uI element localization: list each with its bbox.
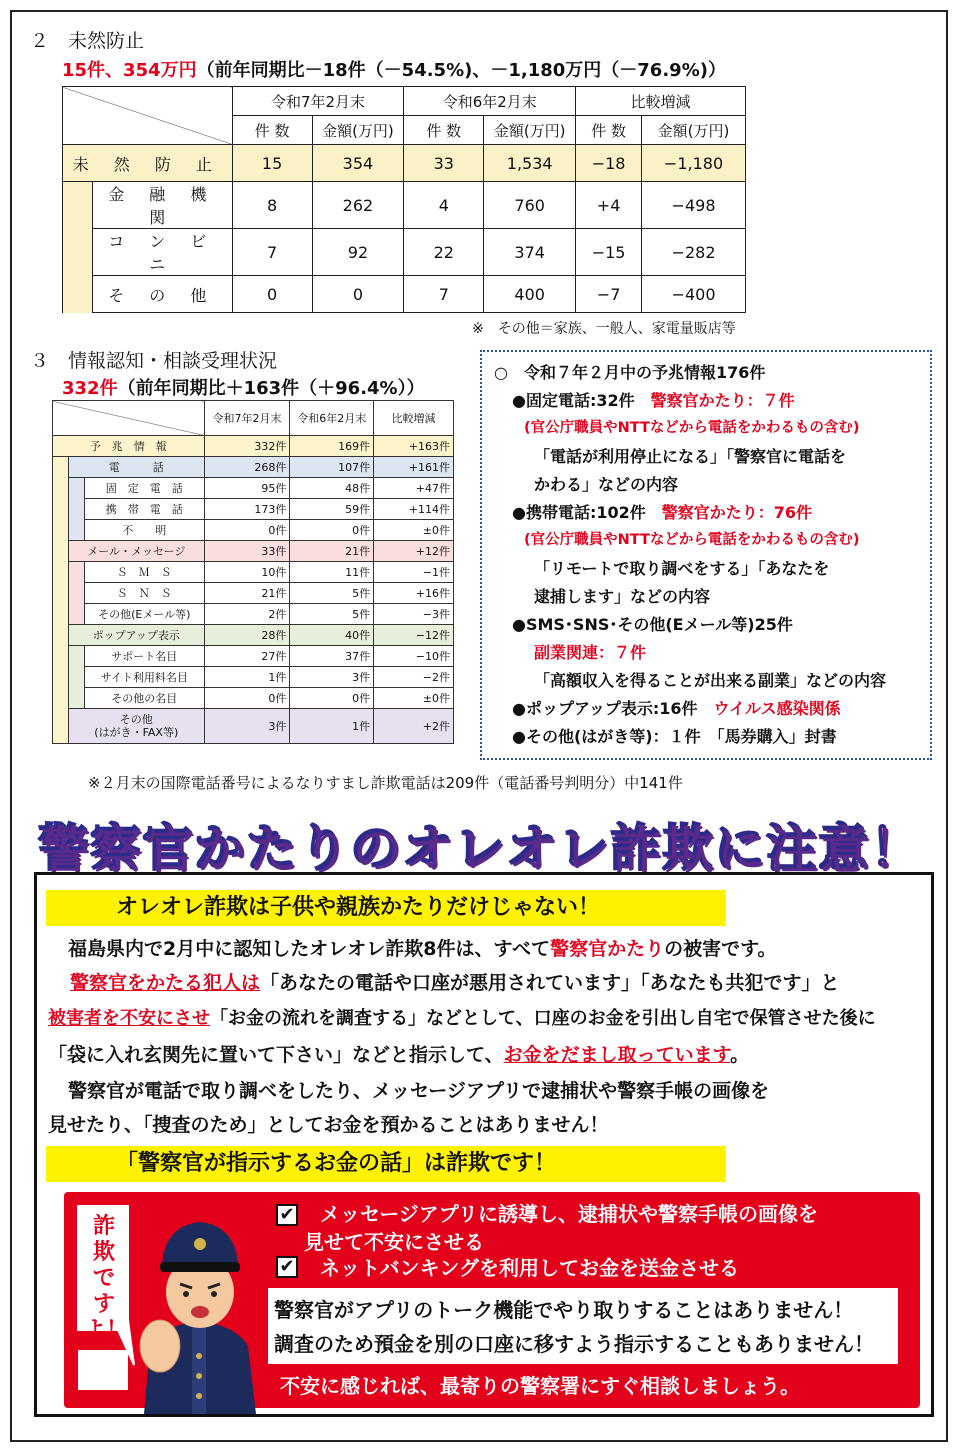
cell: 7: [232, 229, 312, 276]
cell: +2件: [374, 709, 454, 744]
table-row: [53, 688, 454, 709]
cell: 0件: [204, 688, 290, 709]
col-header: 令和7年2月末: [204, 401, 290, 436]
checkbox-icon: ✔: [276, 1256, 298, 1278]
row-label: Ｓ Ｍ Ｓ: [84, 562, 204, 583]
cell: 1,534: [484, 145, 576, 182]
cell: 22: [404, 229, 484, 276]
cell: 169件: [290, 436, 374, 457]
cell: 1件: [204, 667, 290, 688]
info-line-red: 警察官かたり：７件: [650, 391, 795, 410]
info-line: 「電話が利用停止になる」「警察官に電話を: [534, 447, 847, 466]
alert-paragraph: [68, 934, 777, 961]
statement-line: 警察官がアプリのトーク機能でやり取りすることはありません！: [274, 1298, 854, 1322]
table-row: [53, 541, 454, 562]
cell: −2件: [374, 667, 454, 688]
alert-paragraph: 警察官が電話で取り調べをしたり、メッセージアプリで逮捕状や警察手帳の画像を: [68, 1080, 770, 1102]
indent-band: [63, 182, 93, 313]
headline-bar-1: オレオレ詐欺は子供や親族かたりだけじゃない！: [46, 890, 726, 926]
cell: 400: [484, 276, 576, 313]
cell: 5件: [290, 604, 374, 625]
cell: 21件: [290, 541, 374, 562]
info-line-red: 副業関連：７件: [534, 643, 647, 662]
banner-text: 警察官かたりのオレオレ詐欺に注意！: [38, 819, 922, 877]
section3-title: ３ 情報認知・相談受理状況: [30, 350, 278, 372]
headline-bar-2: 「警察官が指示するお金の話」は詐欺です！: [46, 1146, 726, 1182]
table-row: [63, 182, 746, 229]
table-row: [53, 604, 454, 625]
indent-band: [68, 478, 84, 541]
row-label: Ｓ Ｎ Ｓ: [84, 583, 204, 604]
cell: 2件: [204, 604, 290, 625]
cell: 107件: [290, 457, 374, 478]
row-label: そ の 他: [92, 276, 232, 313]
cell: −7: [576, 276, 642, 313]
section3-summary-red: 332件: [62, 378, 118, 399]
info-line: 「リモートで取り調べをする」「あなたを: [534, 559, 830, 578]
text-part: 「お金の流れを調査する」などとして、口座のお金を引出し自宅で保管させた後に: [210, 1008, 876, 1029]
cell: 48件: [290, 478, 374, 499]
cell: 40件: [290, 625, 374, 646]
prevention-table: [62, 86, 746, 313]
speech-text: 詐欺ですよ！: [84, 1214, 129, 1343]
table-row: [53, 436, 454, 457]
info-line-part: ●ポップアップ表示:16件: [512, 699, 698, 718]
report-table: [52, 400, 454, 744]
col-header: 件 数: [232, 116, 312, 145]
row-label: 金 融 機 関: [92, 182, 232, 229]
cell: +161件: [374, 457, 454, 478]
cell: 4: [404, 182, 484, 229]
row-label: 予 兆 情 報: [53, 436, 205, 457]
checkbox-icon: ✔: [276, 1204, 298, 1226]
cell: 760: [484, 182, 576, 229]
banner-title: [0, 808, 960, 880]
cell: −282: [642, 229, 746, 276]
cell: 95件: [204, 478, 290, 499]
alert-paragraph: 見せたり、「捜査のため」としてお金を預かることはありません！: [48, 1114, 609, 1136]
info-line-red: 警察官かたり：76件: [661, 503, 813, 522]
cell: 3件: [290, 667, 374, 688]
section3-summary-rest: （前年同期比＋163件（＋96.4%））: [117, 378, 425, 399]
info-line: かわる」などの内容: [534, 475, 679, 494]
table-row: [53, 562, 454, 583]
table-row: [53, 709, 454, 744]
info-line-part: ●携帯電話:102件: [512, 503, 646, 522]
text-part: の被害です。: [664, 938, 777, 960]
row-label: 電 話: [68, 457, 204, 478]
cell: 0件: [290, 520, 374, 541]
table-row: [63, 276, 746, 313]
period-header: 令和7年2月末: [232, 87, 404, 116]
cell: ±0件: [374, 520, 454, 541]
cell: 332件: [204, 436, 290, 457]
section2-title: ２ 未然防止: [30, 30, 145, 52]
section2-summary-red: 15件、354万円: [62, 60, 197, 81]
col-header: 比較増減: [374, 401, 454, 436]
col-header: 金額(万円): [642, 116, 746, 145]
cell: 7: [404, 276, 484, 313]
cell: 8: [232, 182, 312, 229]
table-corner: [53, 401, 205, 436]
info-line-red: ウイルス感染関係: [713, 699, 841, 718]
info-line-note: (官公庁職員やNTTなどから電話をかわるもの含む): [524, 532, 860, 548]
check-item-1: メッセージアプリに誘導し、逮捕状や警察手帳の画像を: [320, 1202, 818, 1226]
info-line-note: (官公庁職員やNTTなどから電話をかわるもの含む): [524, 420, 860, 436]
col-header: 件 数: [404, 116, 484, 145]
cell: −1,180: [642, 145, 746, 182]
table-row: [53, 520, 454, 541]
row-label: 未 然 防 止: [63, 145, 233, 182]
col-header: 令和6年2月末: [290, 401, 374, 436]
table-row: [53, 457, 454, 478]
cell: 21件: [204, 583, 290, 604]
cell: 3件: [204, 709, 290, 744]
row-label: コ ン ビ ニ: [92, 229, 232, 276]
section2-summary: [62, 56, 726, 82]
cell: +114件: [374, 499, 454, 520]
table-row: [53, 646, 454, 667]
cell: −12件: [374, 625, 454, 646]
row-label: 不 明: [84, 520, 204, 541]
col-header: 金額(万円): [484, 116, 576, 145]
info-line: ○ 令和７年２月中の予兆情報176件: [494, 363, 766, 382]
info-line: [512, 500, 812, 523]
footnote: ※２月末の国際電話番号によるなりすまし詐欺電話は209件（電話番号判明分）中141件: [88, 774, 683, 792]
cell: 37件: [290, 646, 374, 667]
info-line: [512, 388, 795, 411]
cell: 0: [232, 276, 312, 313]
text-part: 「袋に入れ玄関先に置いて下さい」などと指示して、: [48, 1044, 504, 1066]
police-officer-icon: [134, 1196, 264, 1414]
row-label: その他(Eメール等): [84, 604, 204, 625]
text-red: お金をだまし取っています: [503, 1044, 731, 1066]
cell: 268件: [204, 457, 290, 478]
text-red: 警察官かたり: [550, 938, 665, 960]
alert-paragraph: [48, 1040, 749, 1067]
text-part: 「あなたの電話や口座が悪用されています」「あなたも共犯です」と: [260, 972, 840, 994]
col-header: 金額(万円): [312, 116, 404, 145]
section3-summary: [62, 374, 425, 400]
text-part: 福島県内で2月中に認知したオレオレ詐欺8件は、すべて: [68, 938, 551, 960]
cell: 5件: [290, 583, 374, 604]
table-row: [53, 625, 454, 646]
info-line: [512, 696, 841, 719]
table-row: [53, 478, 454, 499]
cell: −400: [642, 276, 746, 313]
row-label: [68, 709, 204, 744]
cell: −3件: [374, 604, 454, 625]
cell: +16件: [374, 583, 454, 604]
text-red: 被害者を不安にさせ: [48, 1008, 210, 1029]
check-item-1-cont: 見せて不安にさせる: [304, 1230, 484, 1254]
table-row: [63, 145, 746, 182]
row-label-line1: その他: [119, 713, 153, 726]
cell: 15: [232, 145, 312, 182]
cell: 27件: [204, 646, 290, 667]
indent-band: [68, 646, 84, 709]
info-line: ●SMS･SNS･その他(Eメール等)25件: [512, 615, 793, 634]
alert-paragraph: [70, 968, 840, 995]
section2-summary-rest: （前年同期比－18件（－54.5%)、－1,180万円（－76.9%)）: [196, 60, 726, 81]
cell: ±0件: [374, 688, 454, 709]
table-corner: [63, 87, 233, 145]
row-label: メール・メッセージ: [68, 541, 204, 562]
cell: 354: [312, 145, 404, 182]
cell: 0: [312, 276, 404, 313]
cell: 33: [404, 145, 484, 182]
table-row: [53, 583, 454, 604]
period-header: 比較増減: [576, 87, 746, 116]
statement-line: 調査のため預金を別の口座に移すよう指示することもありません！: [274, 1332, 874, 1356]
cell: 0件: [290, 688, 374, 709]
row-label-line2: (はがき・FAX等): [94, 726, 179, 739]
col-header: 件 数: [576, 116, 642, 145]
cell: −1件: [374, 562, 454, 583]
row-label: 固 定 電 話: [84, 478, 204, 499]
cell: −15: [576, 229, 642, 276]
cell: +4: [576, 182, 642, 229]
table-row: [53, 667, 454, 688]
text-red: 警察官をかたる犯人は: [70, 972, 261, 994]
cell: 1件: [290, 709, 374, 744]
row-label: サポート名目: [84, 646, 204, 667]
row-label: サイト利用料名目: [84, 667, 204, 688]
cell: 374: [484, 229, 576, 276]
cell: 59件: [290, 499, 374, 520]
cell: +12件: [374, 541, 454, 562]
period-header: 令和6年2月末: [404, 87, 576, 116]
cell: 173件: [204, 499, 290, 520]
cell: 0件: [204, 520, 290, 541]
alert-paragraph: [48, 1004, 876, 1030]
info-line: 「高額収入を得ることが出来る副業」などの内容: [534, 671, 887, 690]
info-line: 逮捕します」などの内容: [534, 587, 711, 606]
row-label: その他の名目: [84, 688, 204, 709]
info-line-part: ●固定電話:32件: [512, 391, 635, 410]
warning-info-box: [480, 350, 932, 760]
info-line: ●その他(はがき等)：１件 「馬券購入」封書: [512, 727, 837, 746]
row-label: 携 帯 電 話: [84, 499, 204, 520]
cell: 10件: [204, 562, 290, 583]
cell: 28件: [204, 625, 290, 646]
table-note: ※ その他＝家族、一般人、家電量販店等: [472, 321, 736, 337]
indent-band: [53, 457, 69, 744]
check-item-2: ネットバンキングを利用してお金を送金させる: [320, 1256, 739, 1280]
consult-message: 不安に感じれば、最寄りの警察署にすぐ相談しましょう。: [280, 1374, 800, 1398]
text-part: 。: [730, 1044, 750, 1066]
table-row: [53, 499, 454, 520]
table-row: [63, 229, 746, 276]
cell: 92: [312, 229, 404, 276]
cell: 262: [312, 182, 404, 229]
cell: 11件: [290, 562, 374, 583]
cell: +47件: [374, 478, 454, 499]
cell: −10件: [374, 646, 454, 667]
indent-band: [68, 562, 84, 625]
cell: +163件: [374, 436, 454, 457]
cell: −498: [642, 182, 746, 229]
cell: −18: [576, 145, 642, 182]
cell: 33件: [204, 541, 290, 562]
row-label: ポップアップ表示: [68, 625, 204, 646]
